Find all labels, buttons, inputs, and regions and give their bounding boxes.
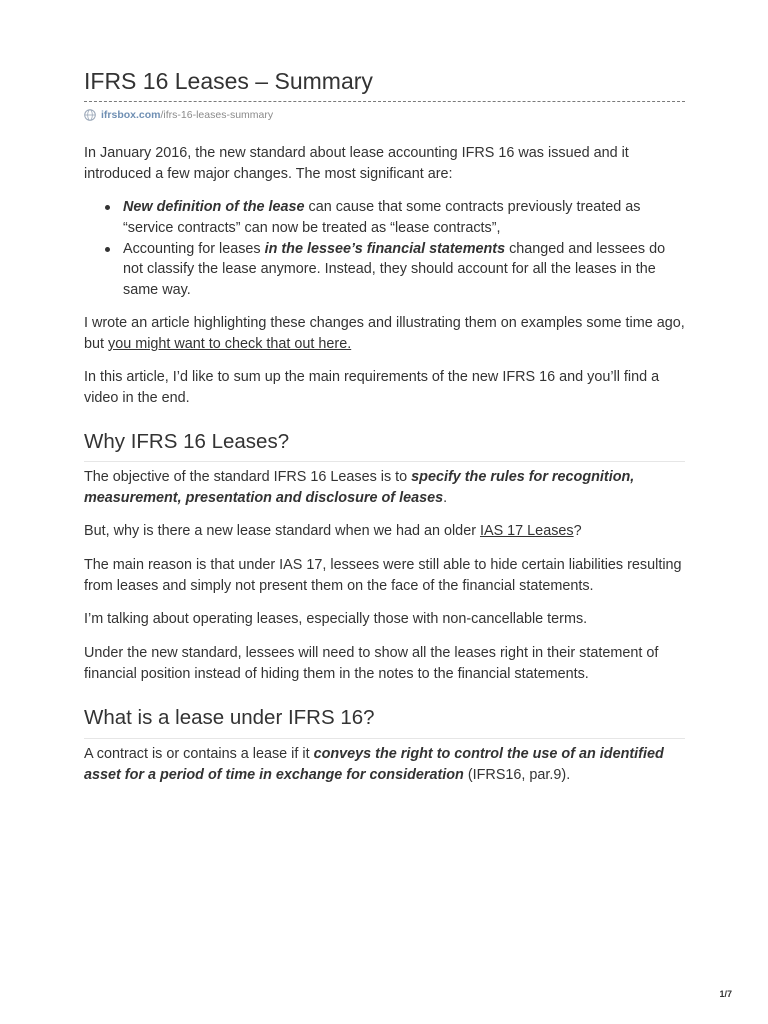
reason-paragraph: The main reason is that under IAS 17, lessees were still able to hide certain liabilities resulting from leases and simply not present them on the face of the financial statements. — [84, 557, 682, 594]
section-divider — [84, 738, 685, 739]
section-divider — [84, 461, 685, 462]
page-number: 1/7 — [719, 989, 732, 999]
bullet-dot — [105, 205, 110, 210]
article-paragraph: I wrote an article highlighting these changes and illustrating them on examples some time ago, but you might want to check that out here. — [84, 315, 685, 352]
page-title: IFRS 16 Leases – Summary — [84, 68, 373, 94]
title-divider — [84, 101, 685, 102]
why-paragraph: But, why is there a new lease standard when we had an older IAS 17 Leases? — [84, 523, 582, 539]
operating-paragraph: I’m talking about operating leases, especially those with non-cancellable terms. — [84, 611, 588, 627]
globe-icon — [84, 109, 96, 121]
section-heading-why: Why IFRS 16 Leases? — [84, 430, 290, 453]
new-standard-paragraph: Under the new standard, lessees will need to show all the leases right in their statement of financial position instead of hiding them in the notes to the financial statements. — [84, 645, 659, 682]
article-link[interactable]: you might want to check that out here. — [108, 335, 352, 352]
definition-paragraph: A contract is or contains a lease if it conveys the right to control the use of an identified asset for a period of time in exchange for consideration (IFRS16, par.9). — [84, 746, 664, 783]
source-domain[interactable]: ifrsbox.com — [101, 109, 161, 121]
source-path[interactable]: /ifrs-16-leases-summary — [160, 109, 274, 121]
changes-list — [84, 197, 685, 301]
bullet-dot — [105, 247, 110, 252]
section-heading-what: What is a lease under IFRS 16? — [84, 706, 375, 729]
list-item: Accounting for leases in the lessee’s financial statements changed and lessees do not classify the lease anymore. Instead, they should account for all the leases in the same way. — [84, 239, 685, 301]
intro-paragraph: In January 2016, the new standard about lease accounting IFRS 16 was issued and it introduced a few major changes. The most significant are: — [84, 145, 629, 182]
source-url[interactable] — [84, 107, 273, 123]
sumup-paragraph: In this article, I’d like to sum up the main requirements of the new IFRS 16 and you’ll find a video in the end. — [84, 369, 660, 406]
ias17-link[interactable]: IAS 17 Leases — [479, 523, 574, 539]
list-item: New definition of the lease can cause that some contracts previously treated as “service contracts” can now be treated as “lease contracts”, — [84, 197, 685, 239]
objective-paragraph: The objective of the standard IFRS 16 Leases is to specify the rules for recognition, measurement, presentation and disclosure of leases. — [84, 469, 635, 506]
